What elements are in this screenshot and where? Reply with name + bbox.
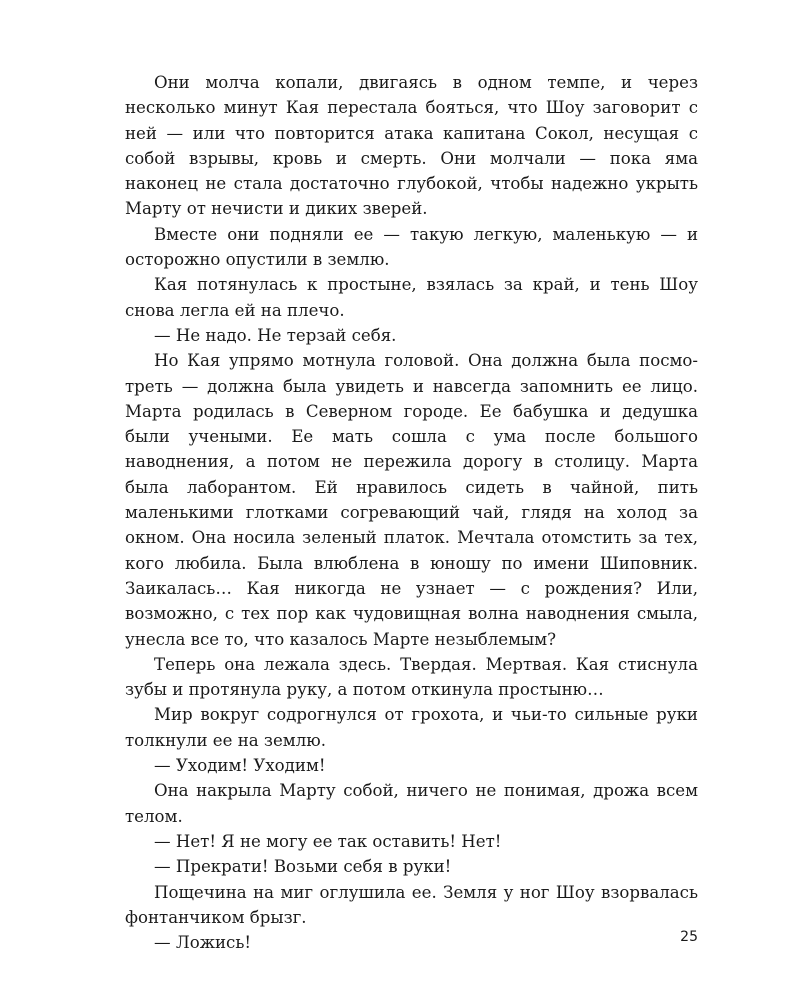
page-number: 25 xyxy=(680,929,698,945)
paragraph-7: Мир вокруг содрогнулся от грохота, и чьи-то сильные руки толкнули ее на землю. xyxy=(125,705,698,750)
paragraph-5: Но Кая упрямо мотнула головой. Она должна была посмотреть — должна была увидеть и навсегда запомнить ее лицо. Марта родилась в Северном городе. Ее бабушка и дедушка были учеными. Ее мать сошла с ума после большого наводнения, а потом не пережила дорогу в столицу. Марта была лаборантом. Ей нравилось сидеть в чайной, пить маленькими глотками согревающий чай, глядя на холод за окном. Она носила зеленый платок. Мечтала отомстить за тех, кого любила. Была влюблена в юношу по имени Шиповник. Заикалась… Кая никогда не узнает — с рождения? Или, возможно, с тех пор как чудовищная волна наводнения смыла, унесла все то, что казалось Марте незыблемым? xyxy=(125,351,698,649)
paragraph-6: Теперь она лежала здесь. Твердая. Мертвая. Кая стиснула зубы и протянула руку, а потом откинула простыню… xyxy=(125,654,698,700)
body-text xyxy=(125,70,698,955)
paragraph-10: — Нет! Я не могу ее так оставить! Нет! xyxy=(154,831,502,851)
paragraph-8: — Уходим! Уходим! xyxy=(154,756,326,776)
paragraph-1: Они молча копали, двигаясь в одном темпе, и через несколько минут Кая перестала бояться, что Шоу заговорит с ней — или что повторится атака капитана Сокол, несущая с собой взрывы, кровь и смерть. Они молчали — пока яма наконец не стала достаточно глубокой, чтобы надежно укрыть Марту от нечисти и диких зверей. xyxy=(125,73,698,219)
paragraph-3: Кая потянулась к простыне, взялась за край, и тень Шоу снова легла ей на плечо. xyxy=(125,275,698,320)
paragraph-9: Она накрыла Марту собой, ничего не понимая, дрожа всем телом. xyxy=(125,781,698,826)
paragraph-11: — Прекрати! Возьми себя в руки! xyxy=(154,857,452,877)
paragraph-12: Пощечина на миг оглушила ее. Земля у ног Шоу взорвалась фонтанчиком брызг. xyxy=(125,882,698,927)
paragraph-13: — Ложись! xyxy=(154,933,252,953)
paragraph-2: Вместе они подняли ее — такую легкую, маленькую — и осторожно опустили в землю. xyxy=(125,224,698,270)
paragraph-4: — Не надо. Не терзай себя. xyxy=(154,325,397,345)
